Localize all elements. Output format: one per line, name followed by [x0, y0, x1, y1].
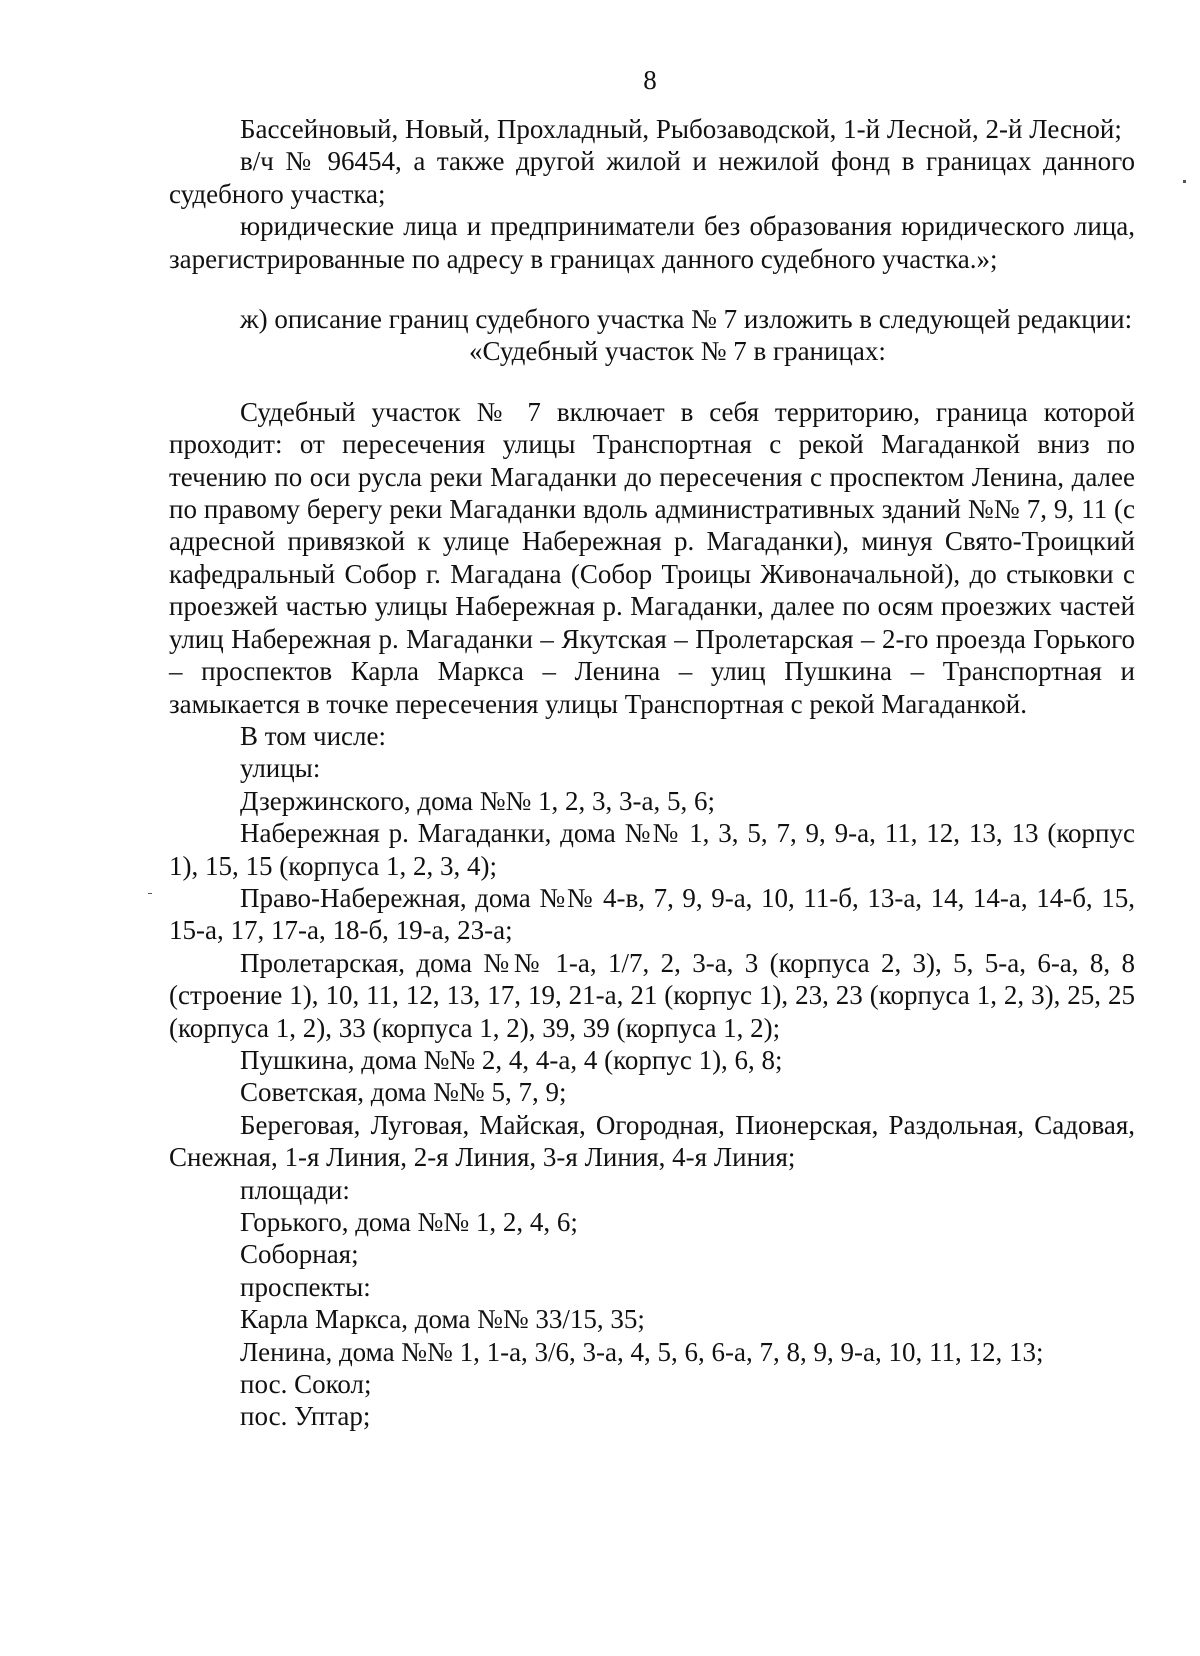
paragraph-military-unit: в/ч № 96454, а также другой жилой и нежилой фонд в границах данного судебного участка; [169, 146, 1135, 209]
list-item-dzerzhinskogo: Дзержинского, дома №№ 1, 2, 3, 3-а, 5, 6; [240, 785, 716, 816]
list-item-pos-sokol: пос. Сокол; [240, 1369, 372, 1400]
list-heading-streets: улицы: [240, 753, 321, 784]
list-heading-avenues: проспекты: [240, 1271, 371, 1302]
page-number: 8 [643, 65, 657, 95]
scan-artifact [148, 893, 152, 894]
list-item-pravo-naberezhnaya: Право-Набережная, дома №№ 4-в, 7, 9, 9-а, 10, 11-б, 13-а, 14, 14-а, 14-б, 15, 15-а, 17, 17-а, 18-б, 19-а, 23-а; [169, 882, 1135, 946]
list-item-sovetskaya: Советская, дома №№ 5, 7, 9; [240, 1077, 567, 1108]
list-heading-squares: площади: [240, 1174, 350, 1205]
list-item-gorkogo: Горького, дома №№ 1, 2, 4, 6; [240, 1207, 578, 1237]
spacer [169, 275, 1135, 303]
list-item-karla-marksa: Карла Маркса, дома №№ 33/15, 35; [240, 1304, 645, 1335]
list-item-lenina: Ленина, дома №№ 1, 1-а, 3/6, 3-а, 4, 5, 6, 6-а, 7, 8, 9, 9-а, 10, 11, 12, 13; [240, 1336, 1044, 1367]
paragraph-boundary-description: Судебный участок № 7 включает в себя территорию, граница которой проходит: от пересечения улицы Транспортная с рекой Магаданкой вниз по течению по оси русла реки Магаданки до пересечения с проспектом Ленина, далее по правому берегу реки Магаданки вдоль административных зданий №№ 7, 9, 11 (с адресной привязкой к улице Набережная р. Магаданки), минуя Свято-Троицкий кафедральный Собор г. Магадана (Собор Троицы Живоначальной), до стыковки с проезжей частью улицы Набережная р. Магаданки, далее по осям проезжих частей улиц Набережная р. Магаданки – Якутская – Пролетарская – 2-го проезда Горького – проспектов Карла Маркса – Ленина – улиц Пушкина – Транспортная и замыкается в точке пересечения улицы Транспортная с рекой Магаданкой. [169, 396, 1135, 719]
list-item-naberezhnaya: Набережная р. Магаданки, дома №№ 1, 3, 5, 7, 9, 9-а, 11, 12, 13, 13 (корпус 1), 15, 15 (корпуса 1, 2, 3, 4); [169, 818, 1135, 881]
spacer [169, 368, 1135, 396]
document-body [169, 113, 1135, 1433]
section-title: «Судебный участок № 7 в границах: [469, 336, 886, 367]
list-item-pushkina: Пушкина, дома №№ 2, 4, 4-а, 4 (корпус 1), 6, 8; [240, 1044, 783, 1075]
paragraph-streets-end: Бассейновый, Новый, Прохладный, Рыбозаводской, 1-й Лесной, 2-й Лесной; [240, 114, 1122, 144]
list-heading-including: В том числе: [240, 720, 386, 751]
list-item-pos-uptar: пос. Уптар; [240, 1401, 371, 1432]
list-item-proletarskaya: Пролетарская, дома №№ 1-а, 1/7, 2, 3-а, 3 (корпуса 2, 3), 5, 5-а, 6-а, 8, 8 (строение 1), 10, 11, 12, 13, 17, 19, 21-а, 21 (корпус 1), 23, 23 (корпуса 1, 2, 3), 25, 25 (корпуса 1, 2), 33 (корпуса 1, 2), 39, 39 (корпуса 1, 2); [169, 947, 1135, 1043]
list-item-other-streets: Береговая, Луговая, Майская, Огородная, Пионерская, Раздольная, Садовая, Снежная, 1-я Линия, 2-я Линия, 3-я Линия, 4-я Линия; [169, 1109, 1135, 1173]
paragraph-legal-entities: юридические лица и предприниматели без образования юридического лица, зарегистрированные по адресу в границах данного судебного участка.»; [169, 211, 1135, 274]
scan-artifact [1183, 180, 1186, 183]
list-item-sobornaya: Соборная; [240, 1239, 359, 1270]
paragraph-amendment-zh: ж) описание границ судебного участка № 7 изложить в следующей редакции: [240, 304, 1133, 335]
